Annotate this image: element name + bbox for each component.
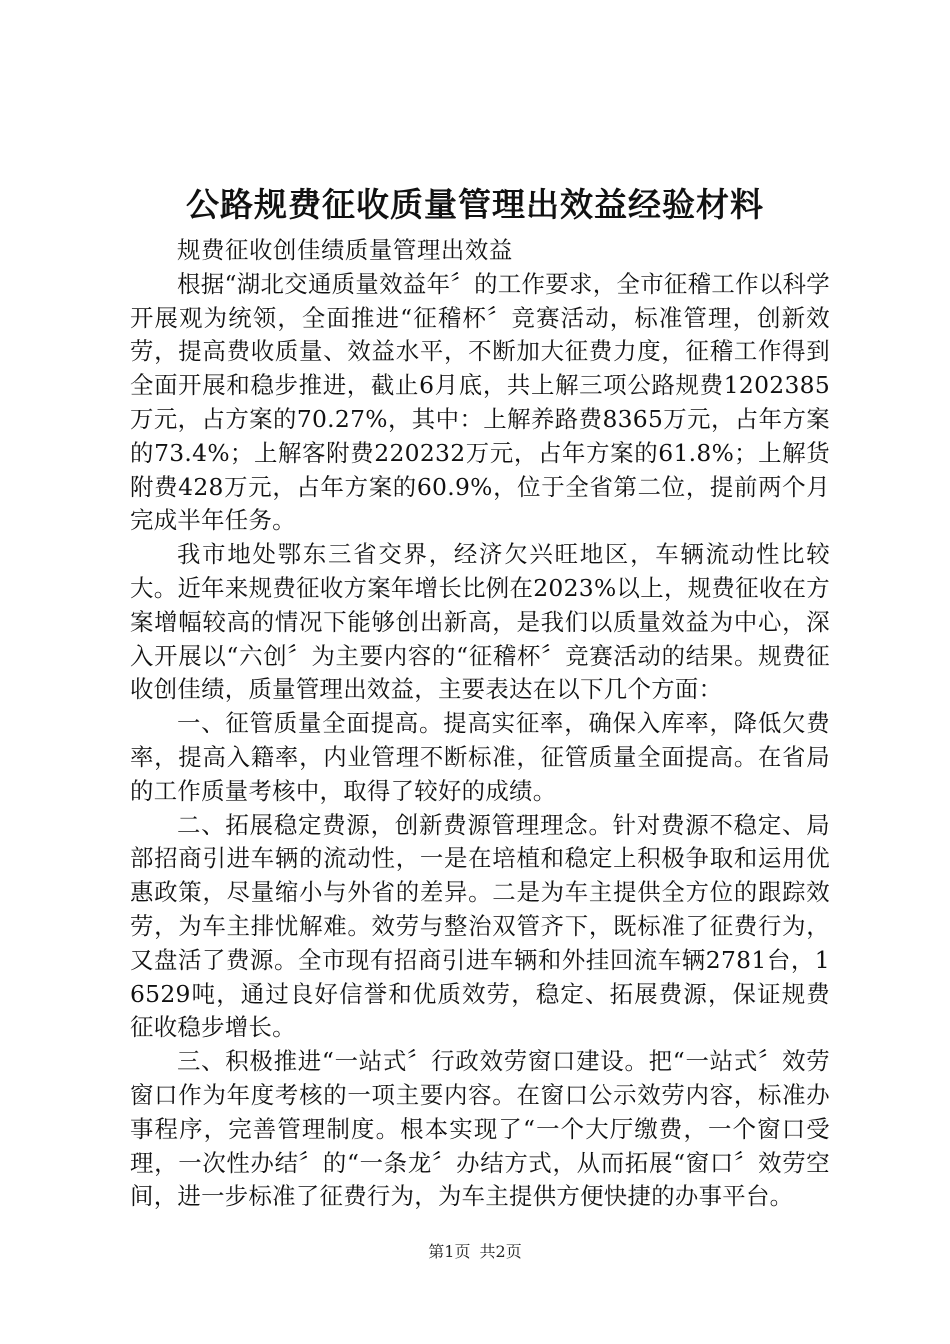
- document-title: 公路规费征收质量管理出效益经验材料: [186, 185, 764, 224]
- body-paragraph: 三、积极推进“一站式〞行政效劳窗口建设。把“一站式〞效劳窗口作为年度考核的一项主要内容。在窗口公示效劳内容，标准办事程序，完善管理制度。根本实现了“一个大厅缴费，一个窗口受理，一次性办结〞的“一条龙〞办结方式，从而拓展“窗口〞效劳空间，进一步标准了征费行为，为车主提供方便快捷的办事平台。: [130, 1047, 830, 1211]
- body-paragraph: 根据“湖北交通质量效益年〞的工作要求，全市征稽工作以科学开展观为统领，全面推进“征稽杯〞竞赛活动，标准管理，创新效劳，提高费收质量、效益水平，不断加大征费力度，征稽工作得到全面开展和稳步推进，截止6月底，共上解三项公路规费1202385万元，占方案的70.27%，其中：上解养路费8365万元，占年方案的73.4%；上解客附费220232万元，占年方案的61.8%；上解货附费428万元，占年方案的60.9%，位于全省第二位，提前两个月完成半年任务。: [130, 269, 830, 535]
- document-body: [130, 234, 830, 1214]
- body-paragraph: 我市地处鄂东三省交界，经济欠兴旺地区，车辆流动性比较大。近年来规费征收方案年增长比例在2023%以上，规费征收在方案增幅较高的情况下能够创出新高，是我们以质量效益为中心，深入开展以“六创〞为主要内容的“征稽杯〞竞赛活动的结果。规费征收创佳绩，质量管理出效益，主要表达在以下几个方面：: [130, 540, 830, 704]
- page-number: 第1页: [428, 1242, 471, 1261]
- body-paragraph: 二、拓展稳定费源，创新费源管理理念。针对费源不稳定、局部招商引进车辆的流动性，一是在培植和稳定上积极争取和运用优惠政策，尽量缩小与外省的差异。二是为车主提供全方位的跟踪效劳，为车主排忧解难。效劳与整治双管齐下，既标准了征费行为，又盘活了费源。全市现有招商引进车辆和外挂回流车辆2781台，16529吨，通过良好信誉和优质效劳，稳定、拓展费源，保证规费征收稳步增长。: [130, 810, 830, 1042]
- subtitle-paragraph: 规费征收创佳绩质量管理出效益: [177, 236, 513, 264]
- page-total: 共2页: [479, 1242, 522, 1261]
- body-paragraph: 一、征管质量全面提高。提高实征率，确保入库率，降低欠费率，提高入籍率，内业管理不断标准，征管质量全面提高。在省局的工作质量考核中，取得了较好的成绩。: [130, 709, 830, 805]
- page-footer: [0, 1241, 950, 1263]
